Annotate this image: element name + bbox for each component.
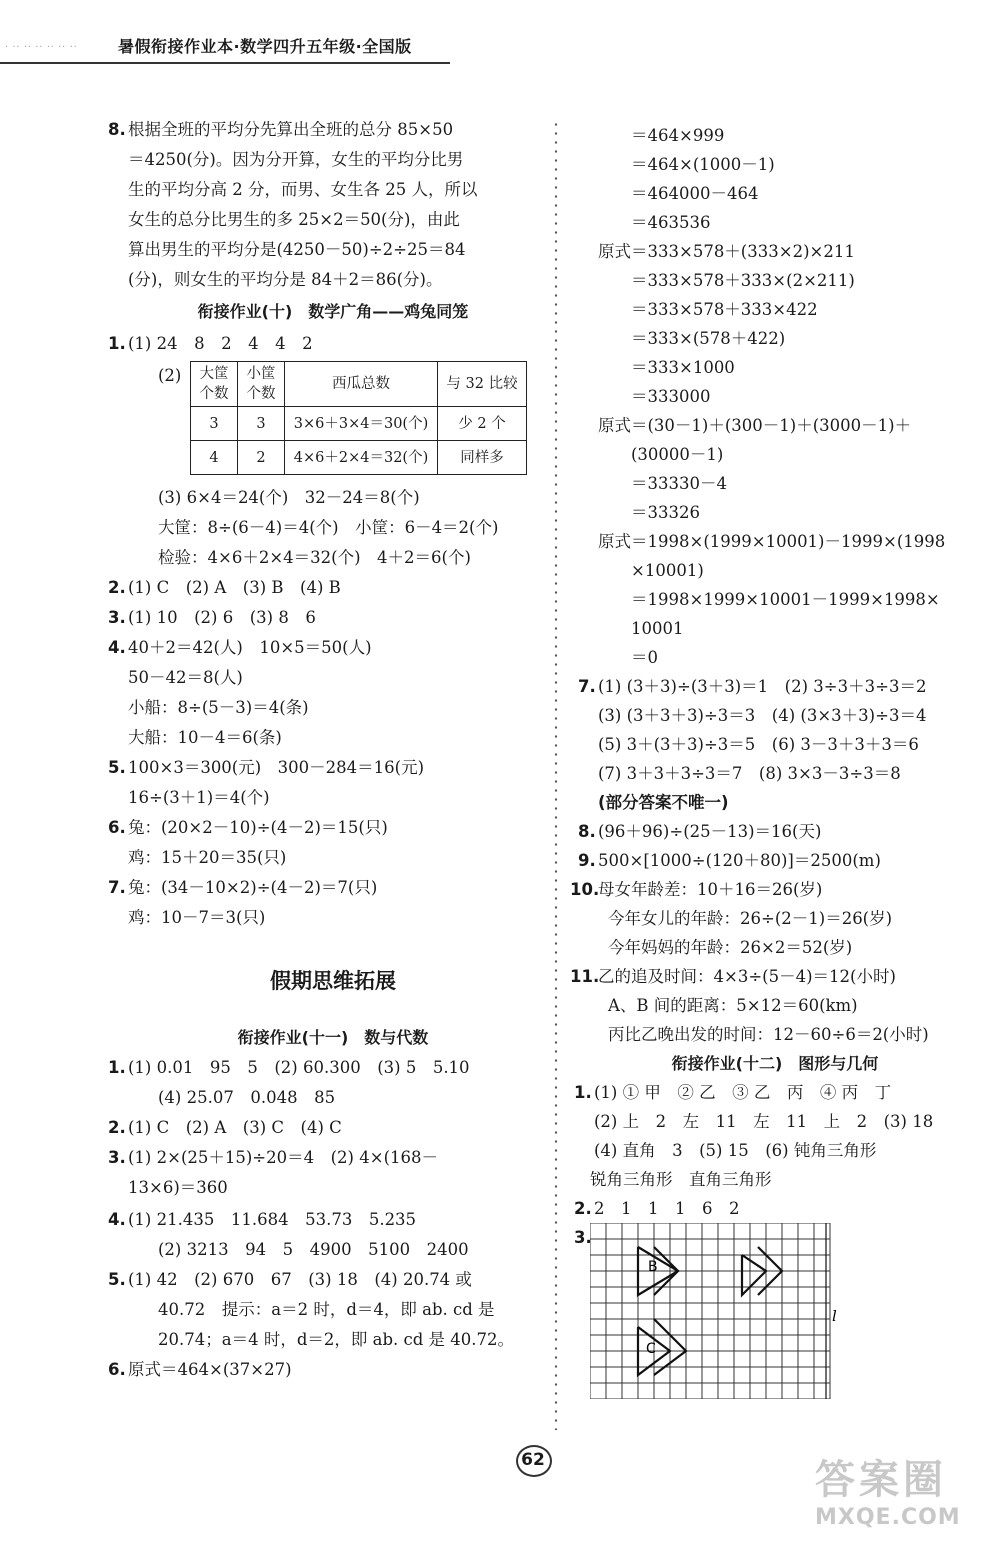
answer-4 (108, 633, 538, 753)
answer-line: 100×3＝300(元) 300－284＝16(元) (128, 758, 425, 777)
answer-line: (3) (3＋3＋3)÷3＝3 (4) (3×3＋3)÷3＝4 (598, 706, 927, 725)
table-row (191, 441, 527, 475)
answer-line: 算出男生的平均分是(4250－50)÷2÷25＝84 (128, 240, 466, 259)
watermark-line-2: MXQE.COM (815, 1505, 961, 1530)
equation-line: ＝464×999 (598, 126, 725, 145)
question-number: 5. (108, 758, 126, 777)
answer-line: (7) 3＋3＋3÷3＝7 (8) 3×3－3÷3＝8 (598, 764, 901, 783)
equation-line: ＝464×(1000－1) (598, 155, 775, 174)
equation-line: ＝0 (598, 648, 658, 667)
answer-line: 丙比乙晚出发的时间：12－60÷6＝2(小时) (608, 1025, 929, 1044)
label-b: B (648, 1259, 658, 1275)
answer-line: (1) ① 甲 ② 乙 ③ 乙 丙 ④ 丙 丁 (594, 1083, 892, 1102)
equation-line: ＝333×1000 (598, 358, 735, 377)
equation-line: ＝333×(578＋422) (598, 329, 786, 348)
right-column (570, 121, 980, 1403)
answer-g3 (570, 1223, 980, 1403)
question-number: 3. (108, 608, 126, 627)
table-cell: 2 (238, 441, 285, 475)
question-number: 10. (570, 880, 600, 899)
answer-s6-continued (570, 121, 980, 672)
answer-line: 今年女儿的年龄：26÷(2－1)＝26(岁) (608, 909, 893, 928)
table-cell: 4 (191, 441, 238, 475)
question-number: 4. (108, 1210, 126, 1229)
answer-line: 500×[1000÷(120＋80)]＝2500(m) (598, 851, 881, 870)
answer-line: 女生的总分比男生的多 25×2＝50(分)，由此 (128, 210, 460, 229)
equation-line: 原式＝333×578＋(333×2)×211 (598, 242, 855, 261)
table-header-cell: 与 32 比较 (438, 362, 527, 407)
question-number: 1. (108, 1058, 126, 1077)
answer-s10 (570, 875, 980, 962)
answer-line: A、B 间的距离：5×12＝60(km) (608, 996, 858, 1015)
equation-line: ＝33326 (598, 503, 700, 522)
answer-line: 小船：8÷(5－3)＝4(条) (128, 698, 309, 717)
equation-line: ×10001) (598, 561, 704, 580)
question-number: 7. (108, 878, 126, 897)
answer-line: 鸡：15＋20＝35(只) (128, 848, 287, 867)
answer-line: 母女年龄差：10＋16＝26(岁) (598, 880, 823, 899)
watermark (815, 1448, 995, 1538)
table-header-row (191, 362, 527, 407)
answer-line: 检验：4×6＋2×4＝32(个) 4＋2＝6(个) (158, 548, 471, 567)
page-header (0, 28, 450, 68)
answer-7 (108, 873, 538, 933)
question-number: 8. (578, 822, 596, 841)
header-rule (0, 62, 450, 64)
table-cell: 3 (191, 407, 238, 441)
answer-line: 50－42＝8(人) (128, 668, 243, 687)
table-row (191, 407, 527, 441)
answer-s3 (108, 1143, 538, 1203)
left-column (108, 115, 538, 1385)
table-cell: 3×6＋3×4＝30(个) (285, 407, 438, 441)
answer-line: (1) 42 (2) 670 67 (3) 18 (4) 20.74 或 (128, 1270, 472, 1289)
column-divider (553, 120, 559, 1430)
answer-1-2 (128, 361, 538, 483)
answer-line: (分)，则女生的平均分是 84＋2＝86(分)。 (128, 270, 443, 289)
answer-line: (4) 直角 3 (5) 15 (6) 钝角三角形 (594, 1141, 877, 1160)
question-number: 8. (108, 120, 126, 139)
answer-line: 原式＝464×(37×27) (128, 1360, 292, 1379)
answer-line: (3) 6×4＝24(个) 32－24＝8(个) (158, 488, 420, 507)
answer-line: 根据全班的平均分先算出全班的总分 85×50 (128, 120, 454, 139)
answer-s4 (108, 1205, 538, 1265)
table-cell: 3 (238, 407, 285, 441)
equation-line: ＝33330－4 (598, 474, 727, 493)
grid-svg (590, 1223, 860, 1399)
big-section-title: 假期思维拓展 (270, 969, 396, 993)
answer-line: (1) 21.435 11.684 53.73 5.235 (128, 1210, 417, 1229)
answer-line: 兔：(34－10×2)÷(4－2)＝7(只) (128, 878, 378, 897)
label-c: C (646, 1341, 656, 1357)
answer-line: (1) (3＋3)÷(3＋3)＝1 (2) 3÷3＋3÷3＝2 (598, 677, 927, 696)
answer-line: ＝4250(分)。因为分开算，女生的平均分比男 (128, 150, 464, 169)
equation-line: 10001 (598, 619, 684, 638)
watermelon-table (190, 361, 527, 475)
answer-s5 (108, 1265, 538, 1355)
page-number (508, 1442, 558, 1478)
table-cell: 4×6＋2×4＝32(个) (285, 441, 438, 475)
answer-s11 (570, 962, 980, 1049)
answer-line: 40＋2＝42(人) 10×5＝50(人) (128, 638, 372, 657)
grid-lines (590, 1223, 830, 1399)
question-number: 3. (108, 1148, 126, 1167)
label-l: l (832, 1307, 837, 1325)
equation-line: ＝333×578＋333×(2×211) (598, 271, 855, 290)
question-number: 9. (578, 851, 596, 870)
answer-line: 20.74；a＝4 时，d＝2，即 ab. cd 是 40.72。 (158, 1330, 515, 1349)
grid-figure (590, 1223, 860, 1408)
equation-line: ＝463536 (598, 213, 711, 232)
answer-line: 大船：10－4＝6(条) (128, 728, 282, 747)
question-number: 6. (108, 1360, 126, 1379)
sub-label: (2) (158, 366, 182, 385)
section-title: 衔接作业(十二) 图形与几何 (671, 1054, 879, 1073)
answer-line: 鸡：10－7＝3(只) (128, 908, 266, 927)
answer-6 (108, 813, 538, 873)
question-number: 6. (108, 818, 126, 837)
question-number: 1. (108, 334, 126, 353)
answer-line: 2 1 1 1 6 2 (594, 1199, 740, 1218)
answer-line: 40.72 提示：a＝2 时，d＝4，即 ab. cd 是 (158, 1300, 495, 1319)
question-number: 2. (108, 578, 126, 597)
answer-line: 兔：(20×2－10)÷(4－2)＝15(只) (128, 818, 388, 837)
section-title: 衔接作业(十一) 数与代数 (237, 1028, 429, 1047)
equation-line: ＝333000 (598, 387, 711, 406)
answer-line: (1) C (2) A (3) B (4) B (128, 578, 341, 597)
answer-line: 锐角三角形 直角三角形 (590, 1170, 772, 1189)
question-number: 4. (108, 638, 126, 657)
equation-line: ＝464000－464 (598, 184, 759, 203)
question-number: 11. (570, 967, 600, 986)
answer-s1 (108, 1053, 538, 1113)
answer-g1 (570, 1078, 980, 1194)
answer-line: (1) 0.01 95 5 (2) 60.300 (3) 5 5.10 (128, 1058, 470, 1077)
answer-line: (96＋96)÷(25－13)＝16(天) (598, 822, 822, 841)
answer-line: (2) 3213 94 5 4900 5100 2400 (158, 1240, 469, 1259)
question-number: 2. (574, 1199, 592, 1218)
answer-line: (1) 24 8 2 4 4 2 (128, 334, 313, 353)
question-number: 2. (108, 1118, 126, 1137)
question-number: 3. (574, 1228, 592, 1247)
header-decoration: · ·· ·· ·· ·· ·· ·· (4, 42, 77, 51)
answer-line: (4) 25.07 0.048 85 (158, 1088, 336, 1107)
equation-line: ＝333×578＋333×422 (598, 300, 818, 319)
table-header-cell: 大筐 个数 (191, 362, 238, 407)
equation-line: 原式＝(30－1)＋(300－1)＋(3000－1)＋ (598, 416, 912, 435)
answer-5 (108, 753, 538, 813)
answer-line: (1) 2×(25＋15)÷20＝4 (2) 4×(168－ (128, 1148, 438, 1167)
answer-s7 (570, 672, 980, 817)
answer-line: (2) 上 2 左 11 左 11 上 2 (3) 18 (594, 1112, 934, 1131)
page-number-text: 62 (521, 1450, 545, 1470)
table-cell: 少 2 个 (438, 407, 527, 441)
answer-line: (5) 3＋(3＋3)÷3＝5 (6) 3－3＋3＋3＝6 (598, 735, 919, 754)
question-number: 1. (574, 1083, 592, 1102)
answer-line: 乙的追及时间：4×3÷(5－4)＝12(小时) (598, 967, 896, 986)
watermark-line-1: 答案圈 (815, 1457, 947, 1503)
table-cell: 同样多 (438, 441, 527, 475)
answer-line: 大筐：8÷(6－4)＝4(个) 小筐：6－4＝2(个) (158, 518, 499, 537)
equation-line: ＝1998×1999×10001－1999×1998× (598, 590, 940, 609)
section-title: 衔接作业(十) 数学广角——鸡兔同笼 (197, 302, 469, 321)
question-number: 5. (108, 1270, 126, 1289)
answer-line: 生的平均分高 2 分，而男、女生各 25 人，所以 (128, 180, 478, 199)
answer-line: 16÷(3＋1)＝4(个) (128, 788, 270, 807)
answer-8 (108, 115, 538, 295)
equation-line: 原式＝1998×(1999×10001)－1999×(1998 (598, 532, 946, 551)
table-header-cell: 小筐 个数 (238, 362, 285, 407)
table-header-cell: 西瓜总数 (285, 362, 438, 407)
answer-line: (1) 10 (2) 6 (3) 8 6 (128, 608, 316, 627)
answer-note: (部分答案不唯一) (598, 793, 729, 812)
header-title: 暑假衔接作业本·数学四升五年级·全国版 (118, 37, 412, 56)
answer-line: (1) C (2) A (3) C (4) C (128, 1118, 342, 1137)
answer-1-3 (128, 483, 538, 573)
answer-line: 13×6)＝360 (128, 1178, 228, 1197)
question-number: 7. (578, 677, 596, 696)
answer-line: 今年妈妈的年龄：26×2＝52(岁) (608, 938, 853, 957)
equation-line: (30000－1) (598, 445, 724, 464)
